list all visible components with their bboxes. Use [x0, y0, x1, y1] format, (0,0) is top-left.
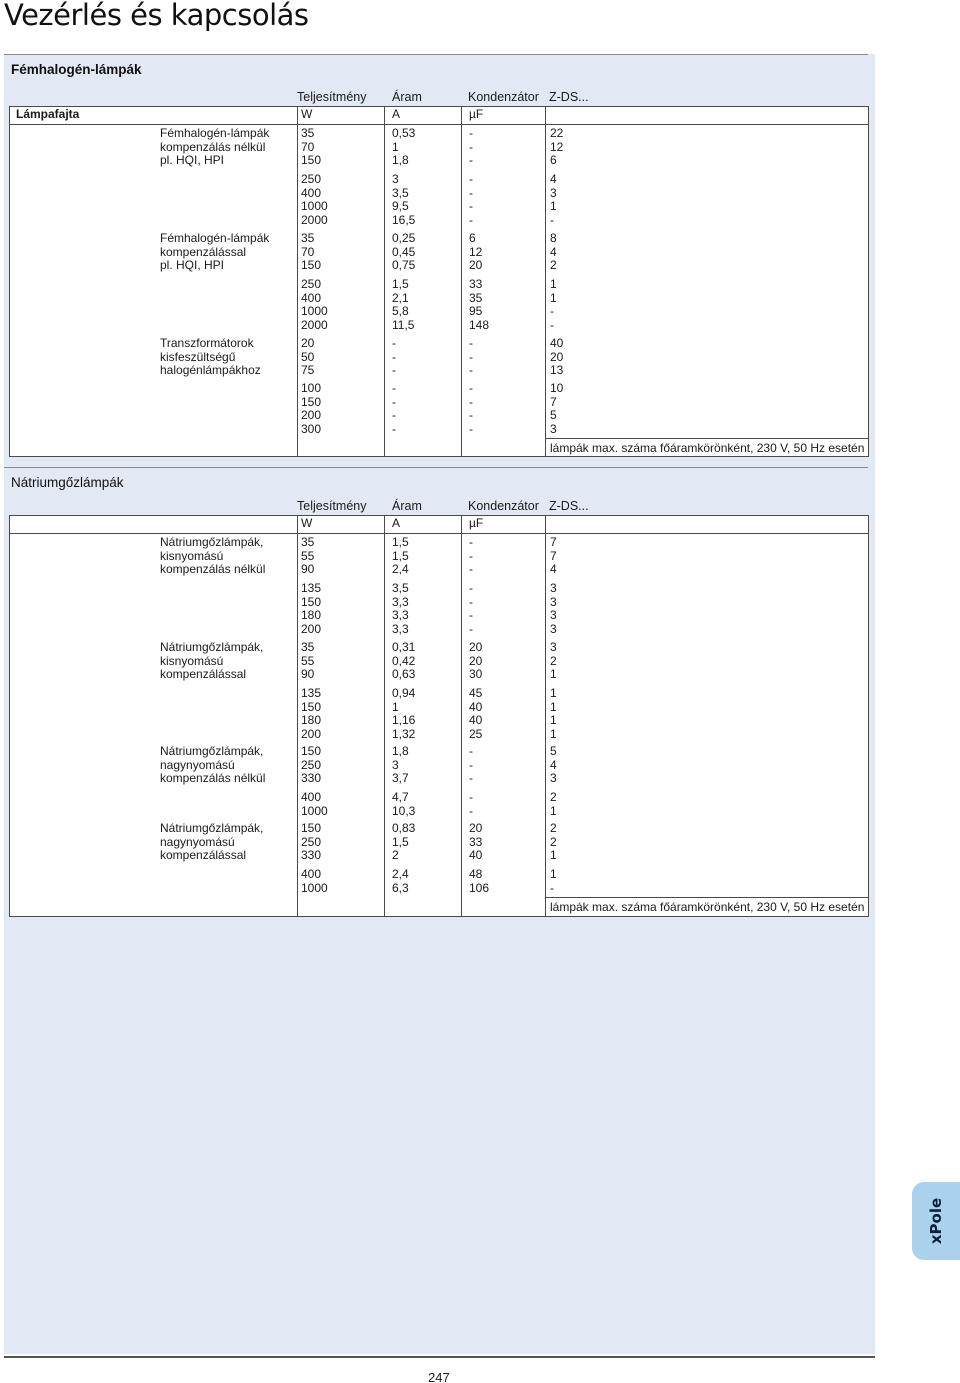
unit-a: A	[392, 107, 401, 121]
current-values: 0,25 0,45 0,75	[392, 231, 416, 272]
zds-values: 2 2 1	[550, 821, 557, 862]
lamp-type-label: Fémhalogén-lámpák kompenzálás nélkül pl. HQI, HPI	[160, 126, 270, 167]
power-values: 20 50 75	[301, 336, 315, 377]
section-divider	[4, 54, 868, 55]
unit-w: W	[301, 107, 313, 121]
lamp-type-label: Fémhalogén-lámpák kompenzálással pl. HQI, HPI	[160, 231, 270, 272]
current-values: - - - -	[392, 381, 396, 436]
lamp-type-label: Transzformátorok kisfeszültségű halogénlámpákhoz	[160, 336, 261, 377]
col-header-current: Áram	[392, 499, 422, 513]
zds-values: 1 1 - -	[550, 277, 557, 332]
row-label-header: Lámpafajta	[16, 107, 80, 121]
power-values: 150 250 330	[301, 744, 322, 785]
capacitor-values: - - -	[469, 535, 473, 576]
capacitor-values: - - - -	[469, 581, 473, 636]
page-title: Vezérlés és kapcsolás	[4, 0, 309, 32]
current-values: 1,8 3 3,7	[392, 744, 409, 785]
power-values: 35 55 90	[301, 535, 315, 576]
lamp-type-label: Nátriumgőzlámpák, kisnyomású kompenzálással	[160, 640, 264, 681]
col-header-power: Teljesítmény	[297, 90, 367, 104]
zds-values: 1 -	[550, 867, 557, 895]
current-values: 0,53 1 1,8	[392, 126, 416, 167]
lamp-type-label: Nátriumgőzlámpák, nagynyomású kompenzálással	[160, 821, 264, 862]
power-values: 135 150 180 200	[301, 581, 322, 636]
unit-w: W	[301, 516, 313, 530]
capacitor-values: 20 33 40	[469, 821, 483, 862]
current-values: 1,5 1,5 2,4	[392, 535, 409, 576]
capacitor-values: - - - -	[469, 381, 473, 436]
sodium-table	[9, 515, 869, 917]
section-divider	[4, 467, 868, 468]
capacitor-values: - - -	[469, 126, 473, 167]
column-headers-metal	[297, 90, 589, 104]
footer-divider	[4, 1356, 875, 1358]
section-title-sodium: Nátriumgőzlámpák	[11, 475, 124, 490]
footnote: lámpák max. száma főáramkörönként, 230 V, 50 Hz esetén	[550, 441, 865, 455]
power-values: 250 400 1000 2000	[301, 172, 328, 227]
footnote: lámpák max. száma főáramkörönként, 230 V, 50 Hz esetén	[550, 900, 865, 914]
capacitor-values: - - -	[469, 744, 473, 785]
current-values: 3,5 3,3 3,3 3,3	[392, 581, 409, 636]
current-values: 0,31 0,42 0,63	[392, 640, 416, 681]
power-values: 35 55 90	[301, 640, 315, 681]
col-header-zds: Z-DS...	[549, 499, 589, 513]
zds-values: 1 1 1 1	[550, 686, 557, 741]
metal-halide-table	[9, 106, 869, 457]
power-values: 400 1000	[301, 867, 328, 895]
lamp-type-label: Nátriumgőzlámpák, kisnyomású kompenzálás nélkül	[160, 535, 266, 576]
zds-values: 7 7 4	[550, 535, 557, 576]
capacitor-values: 6 12 20	[469, 231, 483, 272]
unit-uf: µF	[469, 516, 484, 530]
capacitor-values: 45 40 40 25	[469, 686, 483, 741]
zds-values: 10 7 5 3	[550, 381, 564, 436]
unit-uf: µF	[469, 107, 484, 121]
zds-values: 40 20 13	[550, 336, 564, 377]
capacitor-values: 48 106	[469, 867, 490, 895]
zds-values: 2 1	[550, 790, 557, 818]
power-values: 250 400 1000 2000	[301, 277, 328, 332]
brand-logo-text: xPole	[927, 1197, 945, 1245]
current-values: 0,94 1 1,16 1,32	[392, 686, 416, 741]
current-values: 3 3,5 9,5 16,5	[392, 172, 416, 227]
col-header-power: Teljesítmény	[297, 499, 367, 513]
power-values: 100 150 200 300	[301, 381, 322, 436]
zds-values: 8 4 2	[550, 231, 557, 272]
zds-values: 3 3 3 3	[550, 581, 557, 636]
column-headers-sodium	[297, 499, 589, 513]
lamp-type-label: Nátriumgőzlámpák, nagynyomású kompenzálás nélkül	[160, 744, 266, 785]
current-values: 2,4 6,3	[392, 867, 409, 895]
capacitor-values: - - -	[469, 336, 473, 377]
col-header-capacitor: Kondenzátor	[468, 90, 539, 104]
power-values: 35 70 150	[301, 126, 322, 167]
capacitor-values: 20 20 30	[469, 640, 483, 681]
col-header-current: Áram	[392, 90, 422, 104]
capacitor-values: - -	[469, 790, 473, 818]
current-values: 0,83 1,5 2	[392, 821, 416, 862]
zds-values: 5 4 3	[550, 744, 557, 785]
zds-values: 22 12 6	[550, 126, 564, 167]
current-values: - - -	[392, 336, 396, 377]
power-values: 400 1000	[301, 790, 328, 818]
power-values: 35 70 150	[301, 231, 322, 272]
zds-values: 3 2 1	[550, 640, 557, 681]
current-values: 4,7 10,3	[392, 790, 416, 818]
power-values: 150 250 330	[301, 821, 322, 862]
brand-tab	[912, 1182, 960, 1260]
section-title-metal-halide: Fémhalogén-lámpák	[11, 62, 142, 77]
page-number: 247	[428, 1370, 450, 1383]
power-values: 135 150 180 200	[301, 686, 322, 741]
capacitor-values: 33 35 95 148	[469, 277, 490, 332]
capacitor-values: - - - -	[469, 172, 473, 227]
unit-a: A	[392, 516, 401, 530]
col-header-zds: Z-DS...	[549, 90, 589, 104]
zds-values: 4 3 1 -	[550, 172, 557, 227]
current-values: 1,5 2,1 5,8 11,5	[392, 277, 415, 332]
col-header-capacitor: Kondenzátor	[468, 499, 539, 513]
